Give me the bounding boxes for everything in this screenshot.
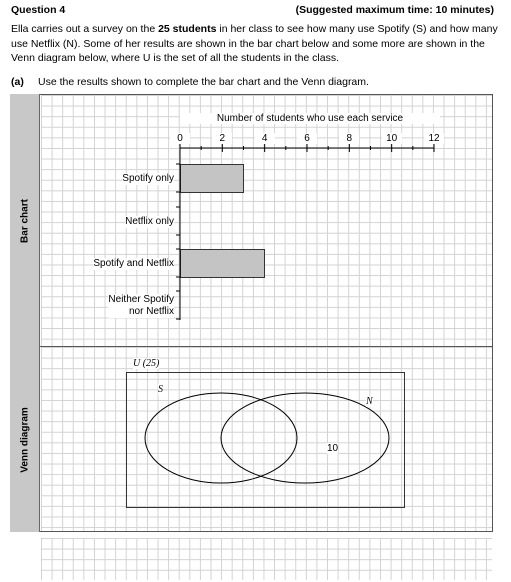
venn-diagram — [126, 372, 405, 508]
emphasis-students: 25 students — [158, 23, 217, 35]
suggested-time: (Suggested maximum time: 10 minutes) — [295, 4, 494, 16]
category-label-line: Netflix only — [125, 216, 174, 227]
set-n-label: N — [366, 396, 373, 407]
part-a-label: (a) — [11, 76, 24, 88]
x-tick-label: 0 — [170, 133, 190, 144]
category-label-line: nor Netflix — [128, 306, 174, 317]
bar-chart-label: Bar chart — [19, 198, 30, 243]
question-number: Question 4 — [11, 4, 66, 16]
x-tick-label: 8 — [339, 133, 359, 144]
set-s-label: S — [158, 384, 163, 395]
part-a-text: Use the results shown to complete the bar chart and the Venn diagram. — [38, 76, 369, 88]
x-tick-label: 12 — [424, 133, 444, 144]
neither-value: 10 — [327, 443, 339, 454]
category-label-line: Spotify and Netflix — [93, 258, 174, 269]
x-tick-label: 10 — [382, 133, 402, 144]
category-label-line: Spotify only — [122, 173, 174, 184]
x-tick-label: 4 — [255, 133, 275, 144]
category-label-line: Neither Spotify — [108, 294, 174, 305]
set-n-circle[interactable] — [221, 393, 389, 483]
x-tick-label: 2 — [212, 133, 232, 144]
venn-diagram-label: Venn diagram — [19, 406, 30, 473]
chart-title: Number of students who use each service — [180, 113, 440, 124]
universe-label: U (25) — [133, 358, 160, 369]
question-intro: Ella carries out a survey on the 25 students in her class to see how many use Spotify (S) and how many use Netflix (N). Some of her results are shown in the bar chart below and some more are shown in the Venn diagram below, where U is the set of all the students in the class. — [11, 23, 498, 64]
x-tick-label: 6 — [297, 133, 317, 144]
